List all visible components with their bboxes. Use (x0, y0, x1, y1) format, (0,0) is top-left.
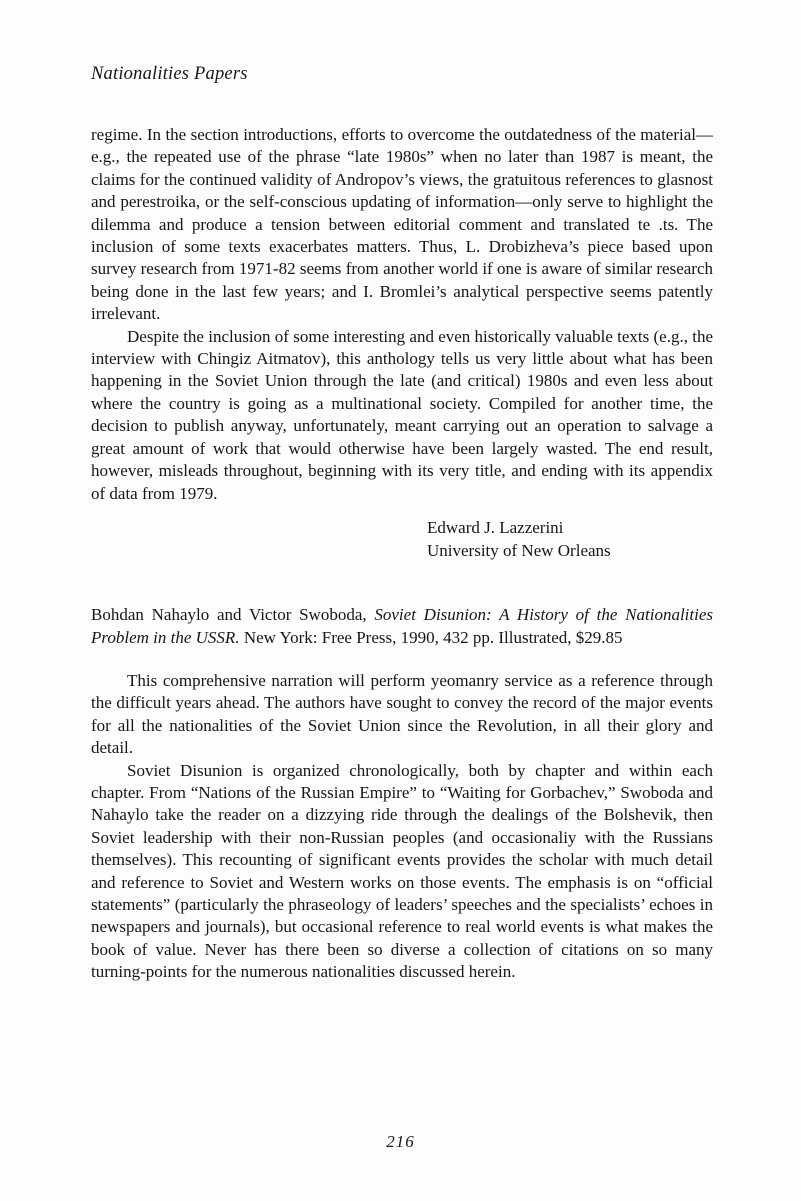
citation-book-title: Soviet Disunion: A History of the Nationalities Problem in the USSR. (91, 605, 714, 647)
reviewer-signature-block (427, 517, 713, 562)
reviewer-affiliation: University of New Orleans (427, 540, 611, 560)
review2-paragraph-2: Soviet Disunion is organized chronologically, both by chapter and within each chapter. From “Nations of the Russian Empire” to “Waiting for Gorbachev,” Swoboda and Nahaylo take the reader on a dizzying ride through the dealings of the Bolshevik, then Soviet leadership with their non-Russian peoples (and occasionaliy with the Russians themselves). This recounting of significant events provides the scholar with much detail and reference to Soviet and Western works on those events. The emphasis is on “official statements” (particularly the phraseology of leaders’ speeches and the specialists’ echoes in newspapers and journals), but occasional reference to real world events is what makes the book of value. Never has there been so diverse a collection of citations on so many turning-points for the numerous nationalities discussed herein. (91, 760, 713, 982)
citation-authors: Bohdan Nahaylo and Victor Swoboda, (91, 605, 375, 625)
citation-publication-info: New York: Free Press, 1990, 432 pp. Illustrated, $29.85 (239, 627, 623, 647)
reviewer-name: Edward J. Lazzerini (427, 517, 564, 537)
journal-running-head: Nationalities Papers (91, 64, 248, 84)
page-number: 216 (386, 1132, 415, 1151)
review1-continuation-paragraph: regime. In the section introductions, efforts to overcome the outdatedness of the material—e.g., the repeated use of the phrase “late 1980s” when no later than 1987 is meant, the claims for the continued validity of Andropov’s views, the gratuitous references to glasnost and perestroika, or the self-conscious updating of information—only serve to highlight the dilemma and produce a tension between editorial comment and translated te .ts. The inclusion of some texts exacerbates matters. Thus, L. Drobizheva’s piece based upon survey research from 1971-82 seems from another world if one is aware of similar research being done in the last few years; and I. Bromlei’s analytical perspective seems patently irrelevant. (91, 125, 713, 324)
review2-paragraph-1: This comprehensive narration will perform yeomanry service as a reference through the difficult years ahead. The authors have sought to convey the record of the major events for all the nationalities of the Soviet Union since the Revolution, in all their glory and detail. (91, 670, 713, 758)
book-citation (91, 604, 713, 649)
page-content (91, 124, 713, 984)
review1-closing-paragraph: Despite the inclusion of some interesting and even historically valuable texts (e.g., the interview with Chingiz Aitmatov), this anthology tells us very little about what has been happening in the Soviet Union through the late (and critical) 1980s and even less about where the country is going as a multinational society. Compiled for another time, the decision to publish anyway, unfortunately, meant carrying out an operation to salvage a great amount of work that would otherwise have been largely wasted. The end result, however, misleads throughout, beginning with its very title, and ending with its appendix of data from 1979. (91, 326, 713, 503)
